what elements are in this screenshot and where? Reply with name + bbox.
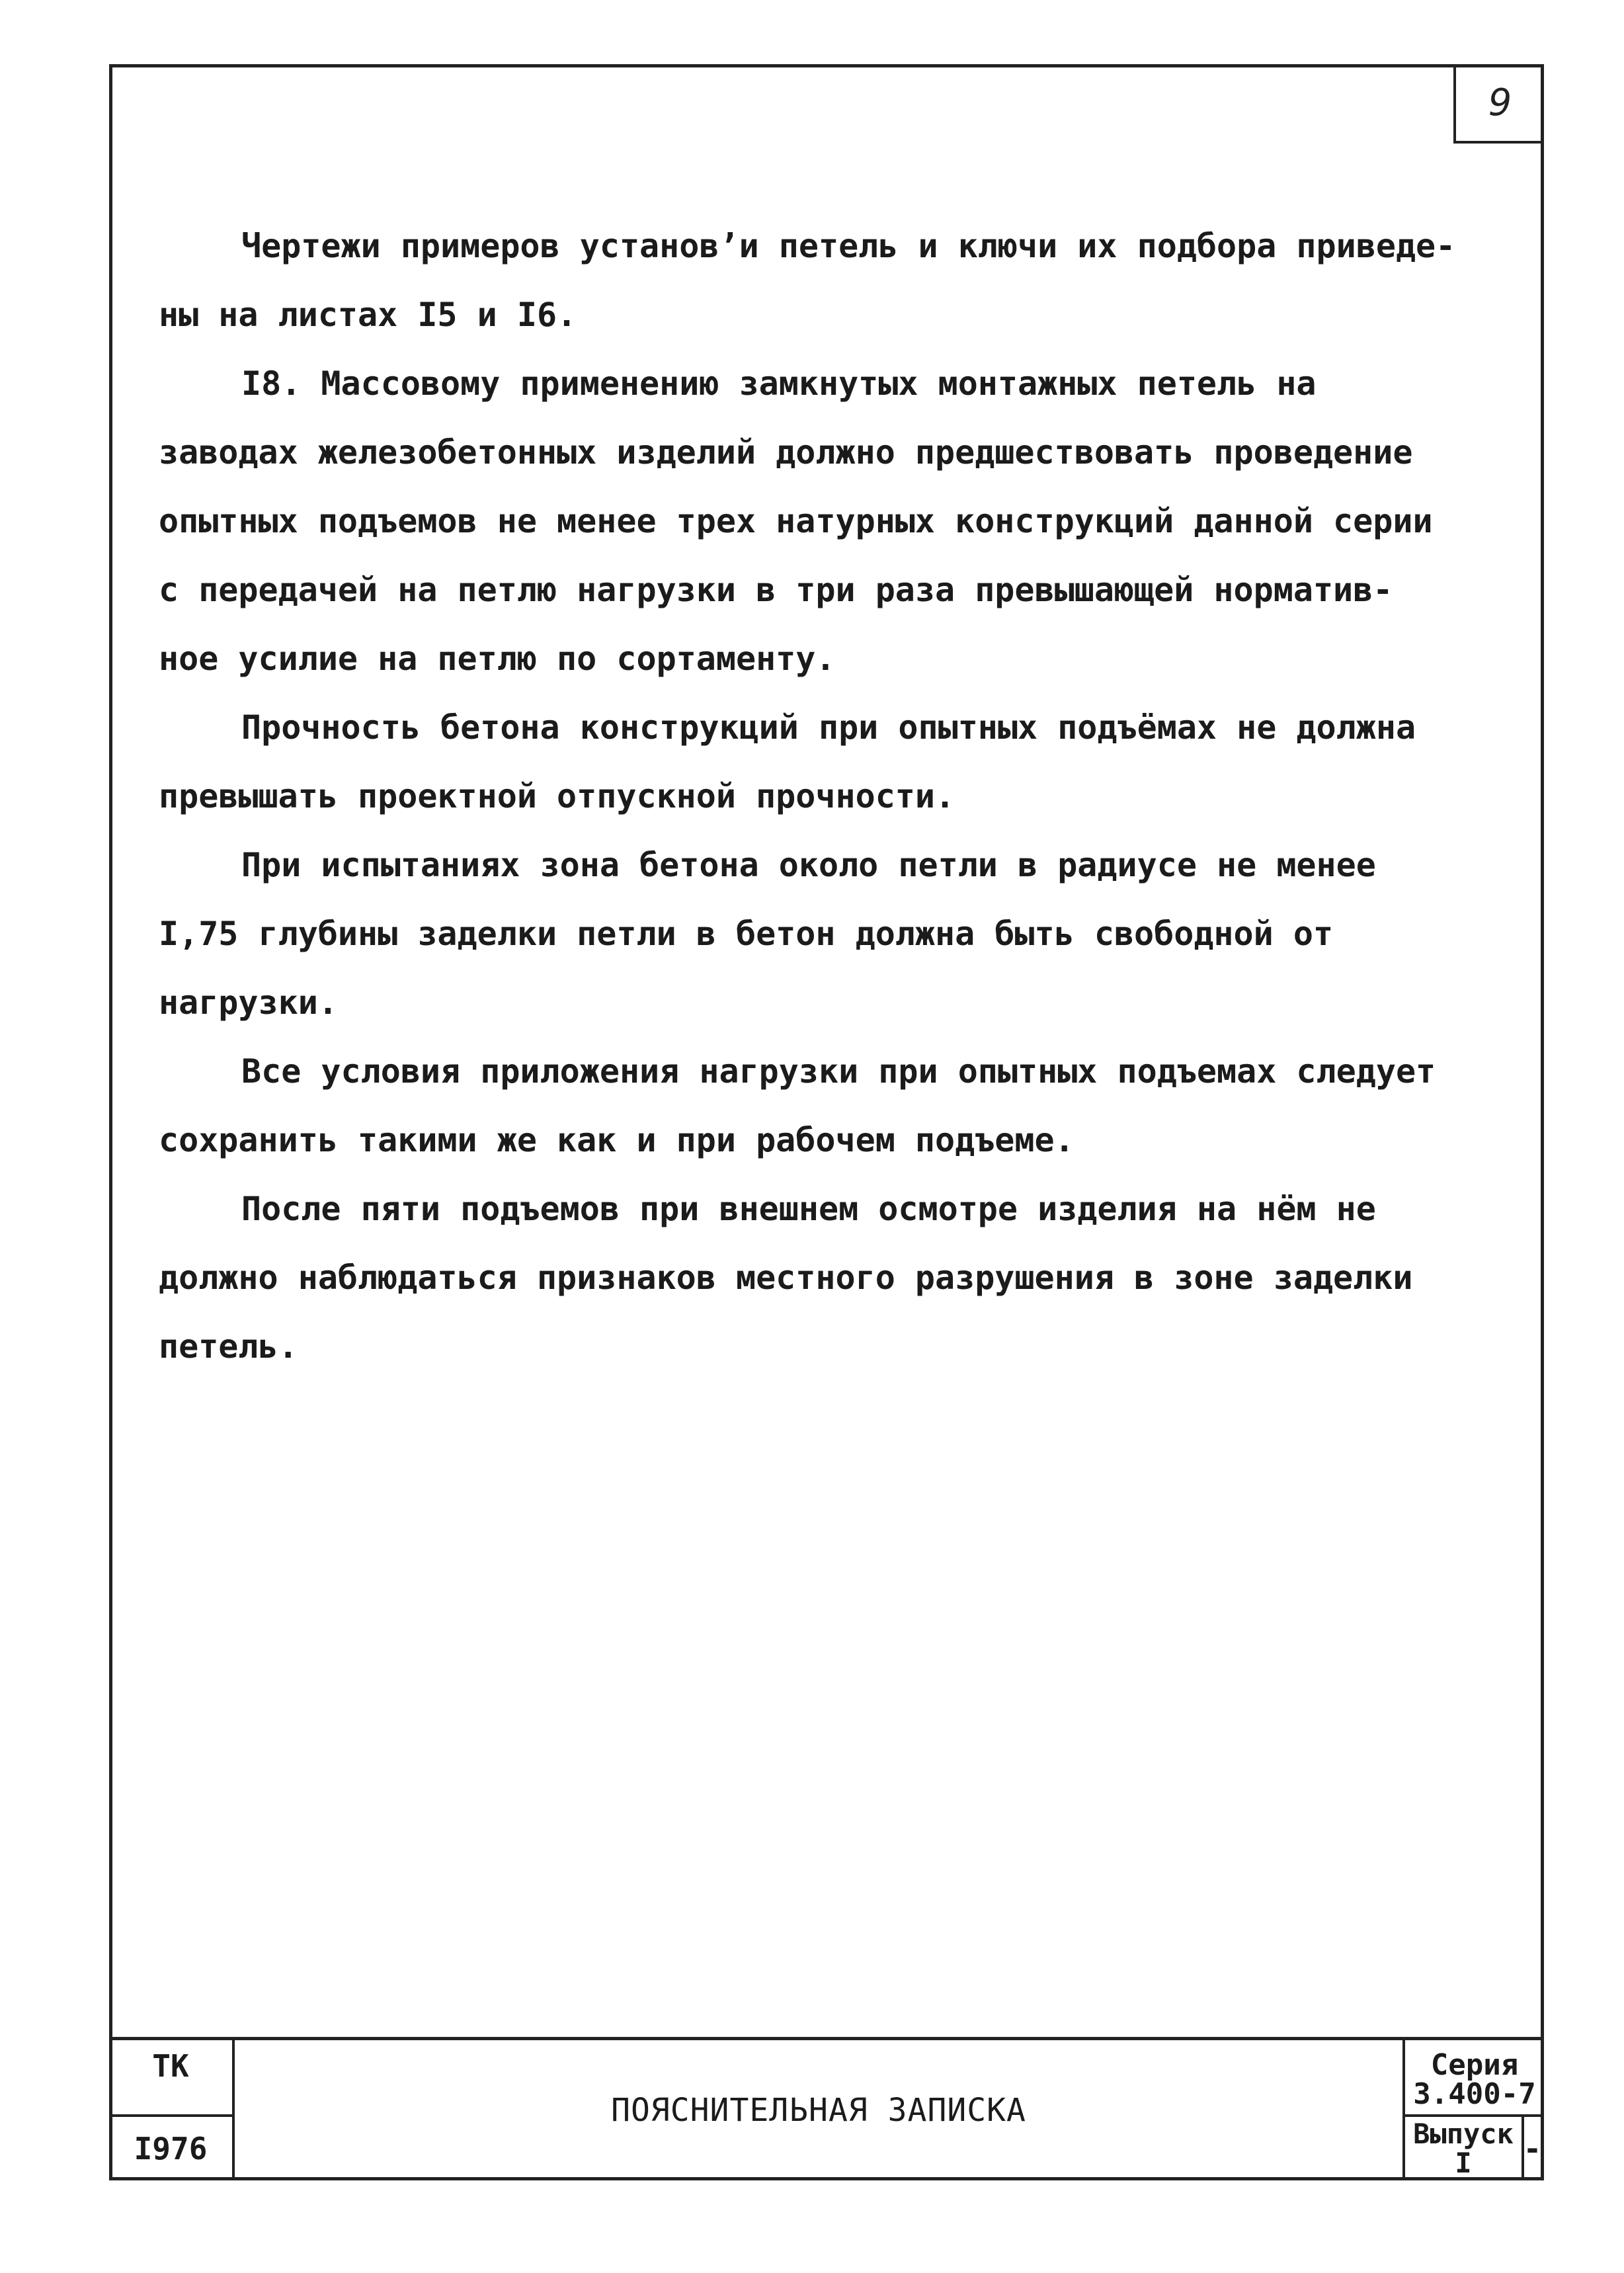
- text-line: I8. Массовому применению замкнутых монтажных петель на: [241, 364, 1317, 403]
- series-label: Серия: [1430, 2048, 1519, 2082]
- text-line: Все условия приложения нагрузки при опытных подъемах следует: [241, 1052, 1436, 1091]
- text-line: петель.: [159, 1327, 298, 1366]
- sheet-cell: [1524, 2114, 1541, 2180]
- explanatory-text: [159, 212, 1514, 1381]
- text-line: превышать проектной отпускной прочности.: [159, 777, 955, 815]
- organization-code: ТК: [152, 2048, 189, 2084]
- series-cell: [1405, 2040, 1544, 2114]
- sheet-value: -: [1523, 2131, 1542, 2167]
- text-line: ное усилие на петлю по сортаменту.: [159, 640, 836, 678]
- text-line: После пяти подъемов при внешнем осмотре изделия на нём не: [241, 1190, 1376, 1228]
- document-title: ПОЯСНИТЕЛЬНАЯ ЗАПИСКА: [611, 2092, 1026, 2129]
- text-line: ны на листах I5 и I6.: [159, 296, 577, 334]
- text-line: заводах железобетонных изделий должно предшествовать проведение: [159, 433, 1413, 472]
- issue-cell: [1405, 2114, 1524, 2180]
- text-line: должно наблюдаться признаков местного разрушения в зоне заделки: [159, 1259, 1413, 1297]
- document-title-cell: [235, 2040, 1405, 2180]
- title-block: [109, 2037, 1544, 2180]
- text-line: Прочность бетона конструкций при опытных подъёмах не должна: [241, 708, 1416, 747]
- year-cell: [109, 2114, 235, 2180]
- text-line: I,75 глубины заделки петли в бетон должна быть свободной от: [159, 915, 1334, 953]
- text-line: с передачей на петлю нагрузки в три раза превышающей норматив-: [159, 571, 1393, 609]
- text-line: Чертежи примеров установ’и петель и ключи их подбора приведе-: [241, 227, 1456, 265]
- text-line: опытных подъемов не менее трех натурных конструкций данной серии: [159, 502, 1433, 540]
- year: I976: [134, 2131, 208, 2167]
- text-line: нагрузки.: [159, 983, 338, 1022]
- series-value: 3.400-7: [1413, 2077, 1536, 2111]
- issue-label: Выпуск: [1413, 2118, 1514, 2150]
- organization-cell: [109, 2040, 235, 2114]
- page-number: 9: [1453, 64, 1544, 144]
- issue-value: I: [1455, 2147, 1472, 2179]
- text-line: сохранить такими же как и при рабочем подъеме.: [159, 1121, 1075, 1159]
- text-line: При испытаниях зона бетона около петли в радиусе не менее: [241, 846, 1376, 884]
